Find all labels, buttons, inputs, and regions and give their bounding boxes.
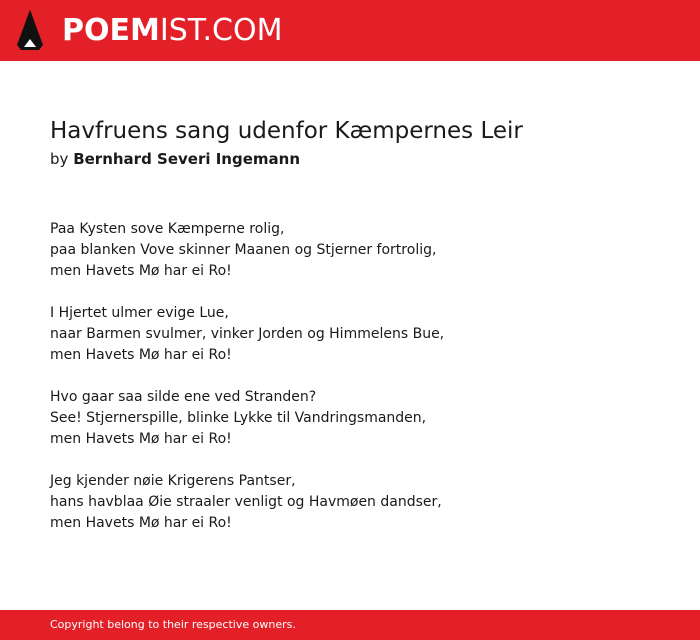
poem-line: men Havets Mø har ei Ro!: [50, 431, 232, 447]
poem-title: Havfruens sang udenfor Kæmpernes Leir: [50, 118, 523, 144]
poem-line: See! Stjernerspille, blinke Lykke til Vandringsmanden,: [50, 410, 427, 426]
stanza: [50, 303, 670, 366]
author-name[interactable]: Bernhard Severi Ingemann: [73, 150, 300, 168]
copyright-text: Copyright belong to their respective owners.: [50, 618, 296, 631]
poem-line: hans havblaa Øie straaler venligt og Havmøen dandser,: [50, 494, 442, 510]
poem-line: Jeg kjender nøie Krigerens Pantser,: [50, 473, 296, 489]
site-footer: [0, 610, 700, 640]
poem-line: men Havets Mø har ei Ro!: [50, 515, 232, 531]
stanza: [50, 219, 670, 282]
stanza: [50, 471, 670, 534]
poem-line: Paa Kysten sove Kæmperne rolig,: [50, 221, 285, 237]
byline: [50, 149, 300, 169]
poem-line: naar Barmen svulmer, vinker Jorden og Himmelens Bue,: [50, 326, 445, 342]
poem-line: I Hjertet ulmer evige Lue,: [50, 305, 229, 321]
site-header: [0, 0, 700, 61]
poem-line: Hvo gaar saa silde ene ved Stranden?: [50, 389, 317, 405]
poem-line: paa blanken Vove skinner Maanen og Stjerner fortrolig,: [50, 242, 437, 258]
poem-line: men Havets Mø har ei Ro!: [50, 347, 232, 363]
site-logo[interactable]: [62, 13, 282, 49]
poem-body: [50, 219, 670, 555]
by-label: by: [50, 150, 69, 168]
logo-text-light: IST.COM: [159, 13, 283, 48]
poem-line: men Havets Mø har ei Ro!: [50, 263, 232, 279]
pencil-tip-icon[interactable]: [16, 9, 44, 51]
logo-text-bold: POEM: [62, 13, 160, 48]
stanza: [50, 387, 670, 450]
